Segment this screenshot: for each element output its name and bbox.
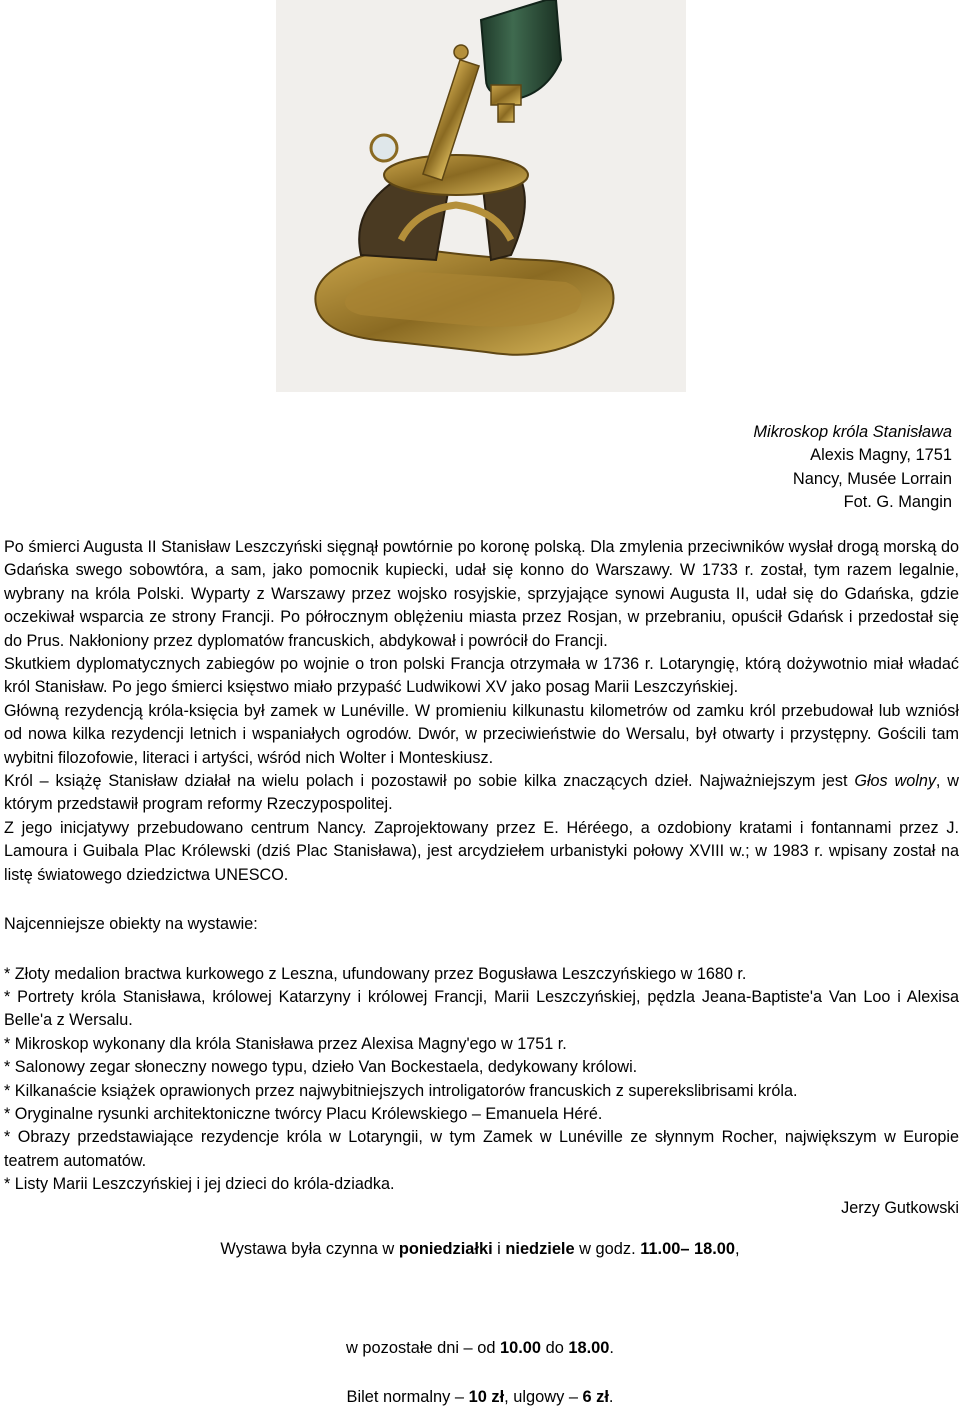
paragraph: Skutkiem dyplomatycznych zabiegów po wojnie o tron polski Francja otrzymała w 1736 r. Lotaryngię, którą dożywotnio miał władać król Stanisław. Po jego śmierci księstwo miało przypaść Ludwikowi XV jako posag Marii Leszczyńskiej.	[4, 655, 959, 697]
footer-text: .	[609, 1339, 614, 1357]
caption-title: Mikroskop króla Stanisława	[753, 423, 952, 441]
footer-bold: 18.00	[568, 1339, 610, 1357]
exhibit-item: * Obrazy przedstawiające rezydencje króla w Lotaryngii, w tym Zamek w Lunéville ze słynnym Rocher, największym w Europie teatrem automatów.	[4, 1128, 959, 1170]
paragraph: Po śmierci Augusta II Stanisław Leszczyński sięgnął powtórnie po koronę polską. Dla zmylenia przeciwników wysłał drogą morską do Gdańska swego sobowtóra, a sam, jako pomocnik kupiecki, udał się konno do Warszawy. W 1733 r. został, tym razem legalnie, wybrany na króla Polski. Wyparty z Warszawy przez wojsko rosyjskie, sprzyjające synowi Augusta II, udał się do Gdańska, gdzie oczekiwał wsparcia ze strony Francji. Po półrocznym oblężeniu miasta przez Rosjan, w przebraniu, opuścił Gdańsk i przedostał się do Prus. Nakłoniony przez dyplomatów francuskich, abdykował i powrócił do Francji.	[4, 538, 959, 650]
footer-text: .	[608, 1388, 614, 1406]
exhibits-heading: Najcenniejsze obiekty na wystawie:	[4, 915, 258, 934]
footer-text: ,	[735, 1240, 740, 1258]
paragraph: Z jego inicjatywy przebudowano centrum Nancy. Zaprojektowany przez E. Héréego, a ozdobiony kratami i fontannami przez J. Lamoura i Guibala Plac Królewski (dziś Plac Stanisława), jest arcydziełem urbanistyki połowy XVIII w.; w 1983 r. wpisany został na listę światowego dziedzictwa UNESCO.	[4, 818, 959, 884]
caption-credit: Fot. G. Mangin	[843, 493, 952, 512]
footer-bold: 6 zł	[582, 1388, 609, 1406]
footer-text: w godz.	[574, 1240, 641, 1258]
exhibit-item: * Listy Marii Leszczyńskiej i jej dzieci do króla-dziadka.	[4, 1175, 395, 1194]
microscope-photo	[276, 0, 686, 392]
paragraph-text: , w którym przedstawił program reformy Rzeczypospolitej.	[4, 772, 959, 814]
footer-text: w pozostałe dni – od	[346, 1339, 501, 1357]
exhibit-item: * Kilkanaście książek oprawionych przez najwybitniejszych introligatorów francuskich z superekslibrisami króla.	[4, 1081, 798, 1100]
author-signature: Jerzy Gutkowski	[841, 1198, 959, 1217]
footer-text: i	[492, 1240, 506, 1258]
paragraph: Główną rezydencją króla-księcia był zamek w Lunéville. W promieniu kilkunastu kilometrów od zamku król przebudował lub wzniósł od nowa kilka rezydencji letnich i wspaniałych ogrodów. Dwór, w przeciwieństwie do Wersalu, był otwarty i przystępny. Gościli tam wybitni filozofowie, literaci i artyści, wśród nich Wolter i Monteskiusz.	[4, 701, 959, 767]
footer-bold: 10.00	[500, 1339, 542, 1357]
footer-bold: 10 zł	[468, 1388, 505, 1406]
other-days-line	[0, 1339, 960, 1358]
exhibit-item: * Mikroskop wykonany dla króla Stanisława przez Alexisa Magny'ego w 1751 r.	[4, 1034, 567, 1053]
exhibit-item: * Portrety króla Stanisława, królowej Katarzyny i królowej Francji, Marii Leszczyńskiej, pędzla Jeana-Baptiste'a Van Loo i Alexisa Belle'a z Wersalu.	[4, 987, 959, 1030]
footer-text: Wystawa była czynna w	[220, 1240, 399, 1258]
footer-bold: niedziele	[505, 1240, 575, 1258]
footer-bold: 11.00– 18.00	[640, 1240, 736, 1258]
footer-bold: poniedziałki	[398, 1240, 493, 1258]
paragraph-text: Król – książę Stanisław działał na wielu polach i pozostawił po sobie kilka znaczących dzieł. Najważniejszym jest	[4, 772, 855, 791]
ticket-price-line	[0, 1388, 960, 1407]
opening-hours-line	[0, 1240, 960, 1259]
book-title: Głos wolny	[854, 772, 936, 791]
footer-text: Bilet normalny –	[346, 1388, 469, 1406]
caption-location: Nancy, Musée Lorrain	[792, 469, 952, 488]
photo-caption	[753, 421, 952, 515]
exhibit-item: * Oryginalne rysunki architektoniczne twórcy Placu Królewskiego – Emanuela Héré.	[4, 1104, 603, 1123]
paragraph	[4, 770, 959, 817]
footer-text: do	[541, 1339, 569, 1357]
exhibit-item: * Salonowy zegar słoneczny nowego typu, dzieło Van Bockestaela, dedykowany królowi.	[4, 1058, 638, 1077]
article-body	[4, 536, 959, 1220]
exhibit-item: * Złoty medalion bractwa kurkowego z Leszna, ufundowany przez Bogusława Leszczyńskiego w 1680 r.	[4, 964, 747, 983]
footer-text: , ulgowy –	[504, 1388, 583, 1406]
caption-author: Alexis Magny, 1751	[810, 446, 952, 465]
